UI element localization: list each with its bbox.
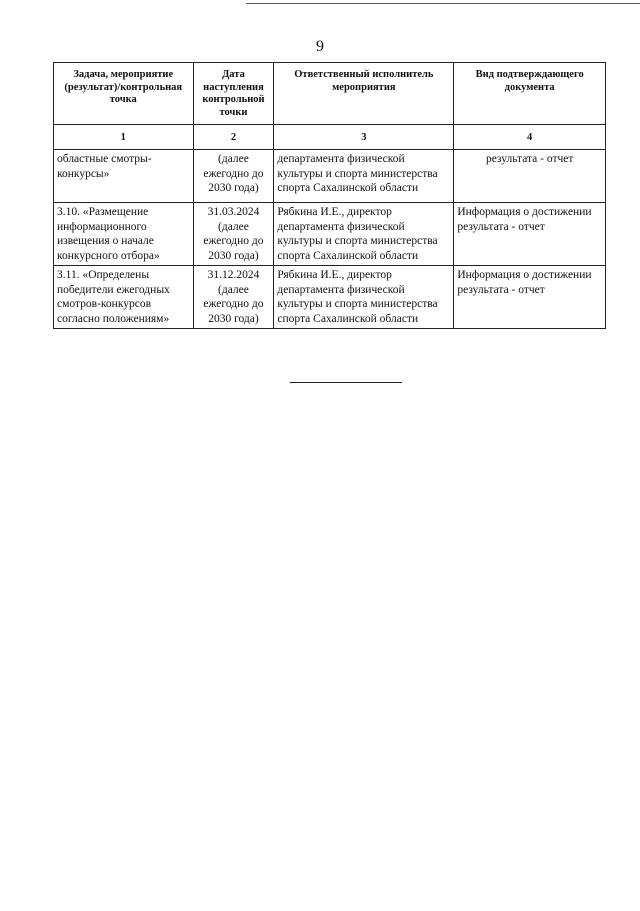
table-row bbox=[54, 266, 606, 329]
header-document: Вид подтверждающего документа bbox=[454, 63, 606, 125]
task-cell: 3.10. «Размещение информационного извещения о начале конкурсного отбора» bbox=[54, 203, 194, 266]
column-number: 2 bbox=[193, 125, 274, 150]
table-header-row bbox=[54, 63, 606, 125]
date-cell: 31.12.2024 (далее ежегодно до 2030 года) bbox=[193, 266, 274, 329]
task-cell: областные смотры-конкурсы» bbox=[54, 150, 194, 203]
header-task: Задача, мероприятие (результат)/контрольная точка bbox=[54, 63, 194, 125]
document-cell: результата - отчет bbox=[454, 150, 606, 203]
header-responsible: Ответственный исполнитель мероприятия bbox=[274, 63, 454, 125]
responsible-cell: Рябкина И.Е., директор департамента физической культуры и спорта министерства спорта Сахалинской области bbox=[274, 266, 454, 329]
column-number: 3 bbox=[274, 125, 454, 150]
scan-top-rule bbox=[246, 3, 640, 4]
page-number: 9 bbox=[316, 38, 324, 55]
column-number: 4 bbox=[454, 125, 606, 150]
responsible-cell: Рябкина И.Е., директор департамента физической культуры и спорта министерства спорта Сахалинской области bbox=[274, 203, 454, 266]
responsible-cell: департамента физической культуры и спорта министерства спорта Сахалинской области bbox=[274, 150, 454, 203]
column-number: 1 bbox=[54, 125, 194, 150]
document-cell: Информация о достижении результата - отчет bbox=[454, 203, 606, 266]
header-date: Дата наступления контрольной точки bbox=[193, 63, 274, 125]
end-separator-line bbox=[290, 382, 402, 383]
date-cell: (далее ежегодно до 2030 года) bbox=[193, 150, 274, 203]
document-cell: Информация о достижении результата - отчет bbox=[454, 266, 606, 329]
column-number-row bbox=[54, 125, 606, 150]
date-cell: 31.03.2024 (далее ежегодно до 2030 года) bbox=[193, 203, 274, 266]
control-points-table bbox=[53, 62, 606, 329]
table-row bbox=[54, 203, 606, 266]
table-row bbox=[54, 150, 606, 203]
task-cell: 3.11. «Определены победители ежегодных смотров-конкурсов согласно положениям» bbox=[54, 266, 194, 329]
